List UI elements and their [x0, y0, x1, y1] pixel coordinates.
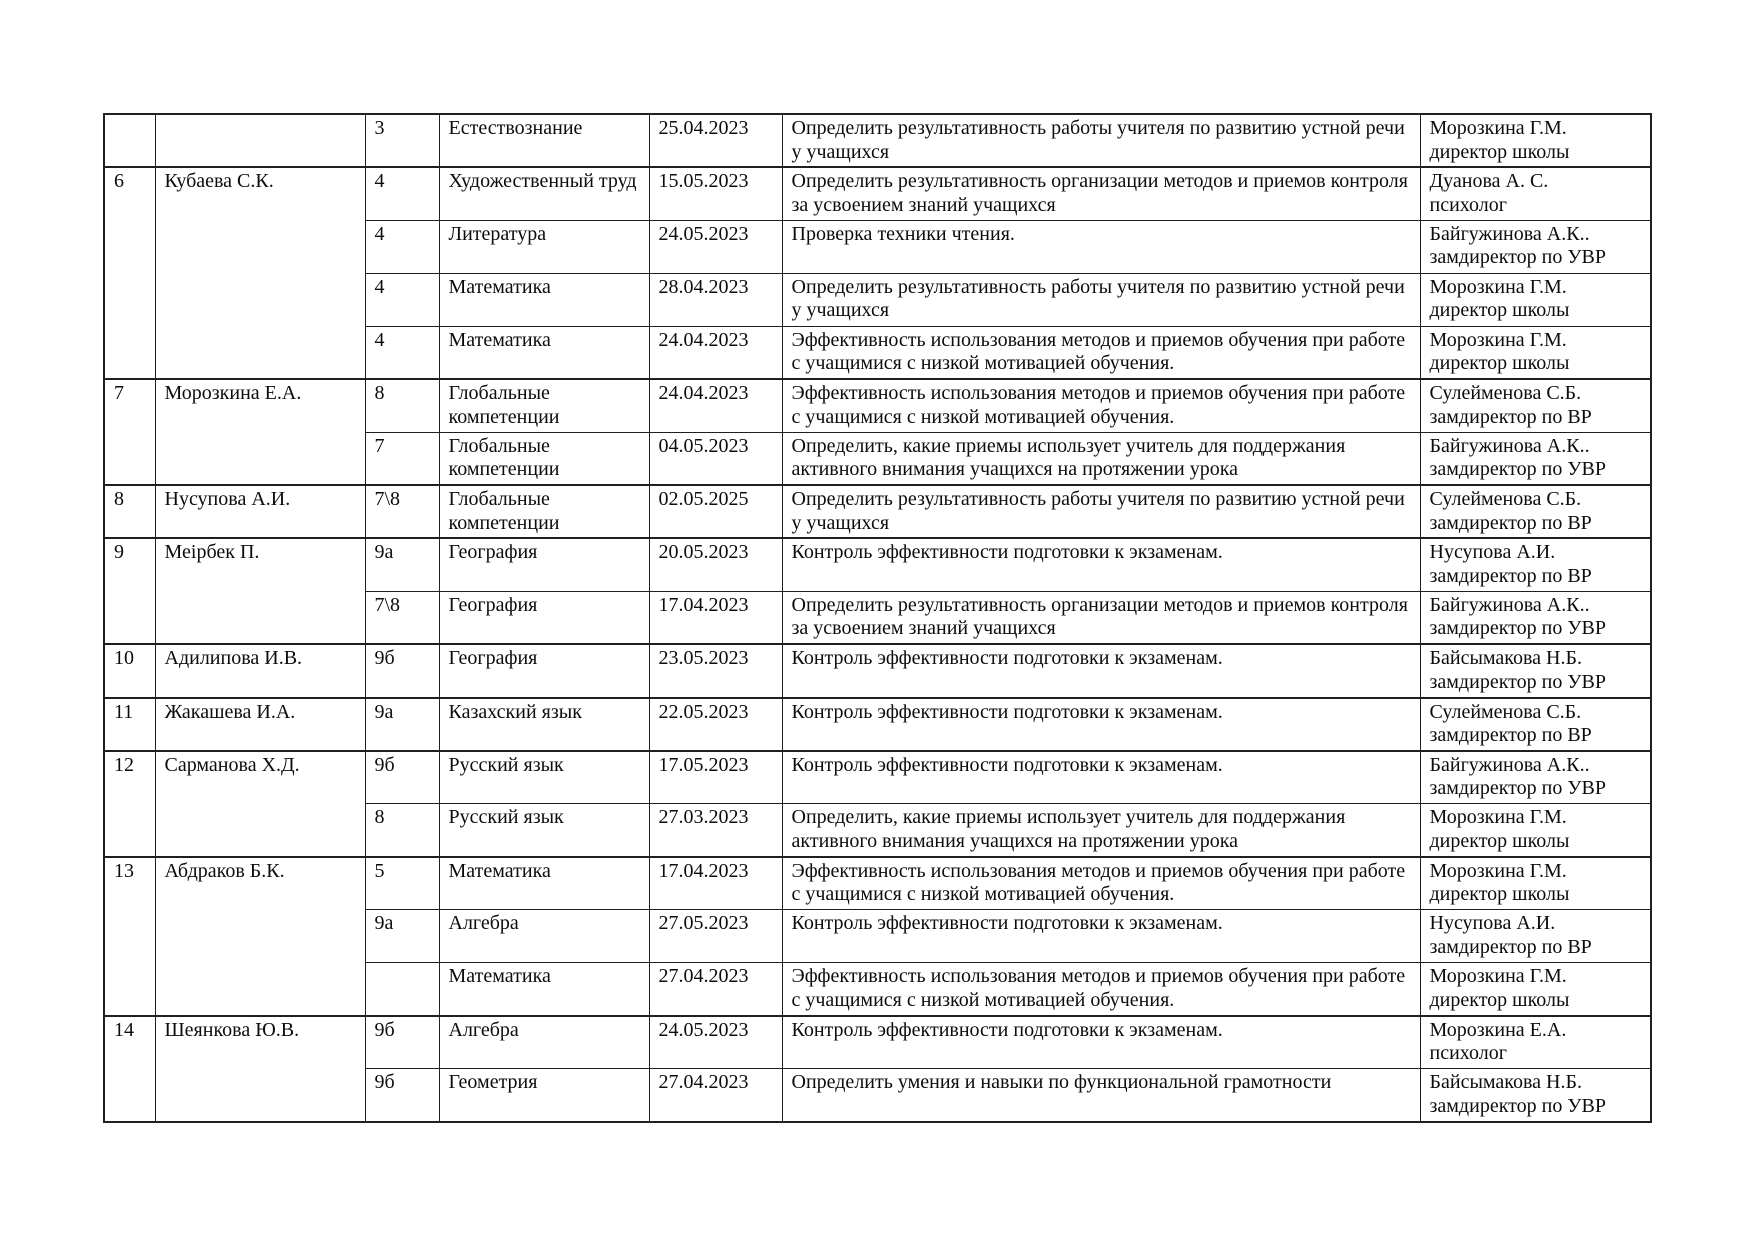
- teacher-name-cell: Жакашева И.А.: [155, 698, 365, 751]
- table-row: [104, 114, 1651, 167]
- date-cell: 25.04.2023: [649, 114, 782, 167]
- supervisor-cell: [1420, 432, 1651, 485]
- purpose-cell: Определить результативность работы учителя по развитию устной речи у учащихся: [782, 273, 1420, 326]
- supervisor-cell: [1420, 220, 1651, 273]
- purpose-cell: Определить результативность работы учителя по развитию устной речи у учащихся: [782, 114, 1420, 167]
- date-cell: 27.03.2023: [649, 804, 782, 857]
- purpose-cell: Контроль эффективности подготовки к экзаменам.: [782, 644, 1420, 697]
- subject-cell: География: [439, 538, 649, 591]
- purpose-cell: Определить результативность организации методов и приемов контроля за усвоением знаний учащихся: [782, 167, 1420, 220]
- supervisor-name: Дуанова А. С.: [1429, 170, 1549, 193]
- supervisor-position: замдиректор по ВР: [1429, 724, 1592, 747]
- supervisor-name: Морозкина Г.М.: [1429, 965, 1567, 988]
- purpose-cell: Контроль эффективности подготовки к экзаменам.: [782, 698, 1420, 751]
- date-cell: 20.05.2023: [649, 538, 782, 591]
- purpose-cell: Контроль эффективности подготовки к экзаменам.: [782, 910, 1420, 963]
- class-cell: 7: [365, 432, 439, 485]
- purpose-cell: Определить, какие приемы использует учитель для поддержания активного внимания учащихся на протяжении урока: [782, 804, 1420, 857]
- class-cell: 7\8: [365, 485, 439, 538]
- supervisor-cell: [1420, 273, 1651, 326]
- subject-cell: Глобальные компетенции: [439, 485, 649, 538]
- date-cell: 02.05.2025: [649, 485, 782, 538]
- supervisor-name: Байгужинова А.К..: [1429, 434, 1590, 457]
- supervisor-cell: [1420, 698, 1651, 751]
- purpose-cell: Определить результативность работы учителя по развитию устной речи у учащихся: [782, 485, 1420, 538]
- subject-cell: География: [439, 591, 649, 644]
- subject-cell: Математика: [439, 857, 649, 910]
- purpose-cell: Эффективность использования методов и приемов обучения при работе с учащимися с низкой мотивацией обучения.: [782, 326, 1420, 379]
- class-cell: 9а: [365, 698, 439, 751]
- subject-cell: Глобальные компетенции: [439, 432, 649, 485]
- supervisor-position: психолог: [1429, 1042, 1507, 1065]
- teacher-name-cell: Адилипова И.В.: [155, 644, 365, 697]
- date-cell: 24.04.2023: [649, 326, 782, 379]
- date-cell: 15.05.2023: [649, 167, 782, 220]
- table-row: [104, 698, 1651, 751]
- teacher-name-cell: Меірбек П.: [155, 538, 365, 644]
- supervisor-name: Сулейменова С.Б.: [1429, 382, 1582, 405]
- subject-cell: Математика: [439, 963, 649, 1016]
- subject-cell: Алгебра: [439, 1016, 649, 1069]
- class-cell: 9б: [365, 644, 439, 697]
- class-cell: 4: [365, 167, 439, 220]
- row-number-cell: 12: [104, 751, 155, 857]
- supervisor-cell: [1420, 910, 1651, 963]
- supervisor-name: Байсымакова Н.Б.: [1429, 647, 1582, 670]
- supervisor-cell: [1420, 167, 1651, 220]
- supervisor-position: замдиректор по УВР: [1429, 458, 1606, 481]
- class-cell: 9а: [365, 538, 439, 591]
- date-cell: 22.05.2023: [649, 698, 782, 751]
- supervisor-cell: [1420, 114, 1651, 167]
- supervisor-position: директор школы: [1429, 299, 1570, 322]
- supervisor-cell: [1420, 963, 1651, 1016]
- date-cell: 17.05.2023: [649, 751, 782, 804]
- supervisor-name: Морозкина Г.М.: [1429, 328, 1567, 351]
- supervisor-name: Морозкина Г.М.: [1429, 859, 1567, 882]
- purpose-cell: Определить умения и навыки по функциональной грамотности: [782, 1069, 1420, 1122]
- supervisor-name: Морозкина Г.М.: [1429, 275, 1567, 298]
- supervisor-name: Нусупова А.И.: [1429, 912, 1556, 935]
- supervisor-cell: [1420, 538, 1651, 591]
- class-cell: 9а: [365, 910, 439, 963]
- supervisor-name: Байсымакова Н.Б.: [1429, 1071, 1582, 1094]
- row-number-cell: 9: [104, 538, 155, 644]
- row-number-cell: 11: [104, 698, 155, 751]
- purpose-cell: Определить результативность организации методов и приемов контроля за усвоением знаний учащихся: [782, 591, 1420, 644]
- supervisor-position: директор школы: [1429, 140, 1570, 163]
- date-cell: 24.04.2023: [649, 379, 782, 432]
- supervisor-cell: [1420, 644, 1651, 697]
- supervisor-position: замдиректор по ВР: [1429, 935, 1592, 958]
- date-cell: 24.05.2023: [649, 1016, 782, 1069]
- row-number-cell: 7: [104, 379, 155, 485]
- table-row: [104, 1016, 1651, 1069]
- supervisor-name: Байгужинова А.К..: [1429, 222, 1590, 245]
- purpose-cell: Эффективность использования методов и приемов обучения при работе с учащимися с низкой мотивацией обучения.: [782, 857, 1420, 910]
- supervisor-name: Морозкина Г.М.: [1429, 117, 1567, 139]
- class-cell: 9б: [365, 751, 439, 804]
- supervisor-position: замдиректор по ВР: [1429, 564, 1592, 587]
- row-number-cell: 10: [104, 644, 155, 697]
- supervisor-position: замдиректор по УВР: [1429, 777, 1606, 800]
- table-body: [104, 114, 1651, 1122]
- table-row: [104, 167, 1651, 220]
- subject-cell: География: [439, 644, 649, 697]
- supervisor-name: Нусупова А.И.: [1429, 541, 1556, 564]
- purpose-cell: Контроль эффективности подготовки к экзаменам.: [782, 1016, 1420, 1069]
- class-cell: 8: [365, 804, 439, 857]
- supervisor-name: Сулейменова С.Б.: [1429, 700, 1582, 723]
- subject-cell: Математика: [439, 326, 649, 379]
- date-cell: 27.04.2023: [649, 1069, 782, 1122]
- teacher-name-cell: Морозкина Е.А.: [155, 379, 365, 485]
- supervisor-cell: [1420, 1016, 1651, 1069]
- date-cell: 27.05.2023: [649, 910, 782, 963]
- subject-cell: Литература: [439, 220, 649, 273]
- date-cell: 23.05.2023: [649, 644, 782, 697]
- class-cell: 8: [365, 379, 439, 432]
- supervisor-cell: [1420, 804, 1651, 857]
- class-cell: 4: [365, 220, 439, 273]
- row-number-cell: 6: [104, 167, 155, 379]
- table-row: [104, 751, 1651, 804]
- supervisor-name: Сулейменова С.Б.: [1429, 488, 1582, 511]
- purpose-cell: Контроль эффективности подготовки к экзаменам.: [782, 751, 1420, 804]
- table-row: [104, 644, 1651, 697]
- supervisor-cell: [1420, 857, 1651, 910]
- subject-cell: Казахский язык: [439, 698, 649, 751]
- table-row: [104, 485, 1651, 538]
- purpose-cell: Контроль эффективности подготовки к экзаменам.: [782, 538, 1420, 591]
- supervisor-position: психолог: [1429, 193, 1507, 216]
- subject-cell: Математика: [439, 273, 649, 326]
- table-row: [104, 857, 1651, 910]
- subject-cell: Алгебра: [439, 910, 649, 963]
- supervisor-position: замдиректор по УВР: [1429, 246, 1606, 269]
- date-cell: 24.05.2023: [649, 220, 782, 273]
- supervisor-position: замдиректор по УВР: [1429, 670, 1606, 693]
- supervisor-position: замдиректор по ВР: [1429, 511, 1592, 534]
- subject-cell: Русский язык: [439, 751, 649, 804]
- supervisor-name: Морозкина Е.А.: [1429, 1018, 1567, 1041]
- class-cell: 4: [365, 326, 439, 379]
- supervisor-position: замдиректор по УВР: [1429, 617, 1606, 640]
- purpose-cell: Проверка техники чтения.: [782, 220, 1420, 273]
- supervisor-cell: [1420, 379, 1651, 432]
- class-cell: 7\8: [365, 591, 439, 644]
- teacher-name-cell: Кубаева С.К.: [155, 167, 365, 379]
- class-cell: 9б: [365, 1069, 439, 1122]
- row-number-cell: [104, 114, 155, 167]
- purpose-cell: Определить, какие приемы использует учитель для поддержания активного внимания учащихся на протяжении урока: [782, 432, 1420, 485]
- teacher-name-cell: [155, 114, 365, 167]
- teacher-name-cell: Шеянкова Ю.В.: [155, 1016, 365, 1122]
- subject-cell: Русский язык: [439, 804, 649, 857]
- supervisor-name: Байгужинова А.К..: [1429, 593, 1590, 616]
- supervisor-cell: [1420, 591, 1651, 644]
- supervisor-position: директор школы: [1429, 352, 1570, 375]
- class-cell: 5: [365, 857, 439, 910]
- teacher-name-cell: Сарманова Х.Д.: [155, 751, 365, 857]
- supervisor-cell: [1420, 1069, 1651, 1122]
- class-cell: 9б: [365, 1016, 439, 1069]
- class-cell: [365, 963, 439, 1016]
- supervisor-position: директор школы: [1429, 988, 1570, 1011]
- row-number-cell: 13: [104, 857, 155, 1016]
- date-cell: 27.04.2023: [649, 963, 782, 1016]
- supervisor-position: замдиректор по УВР: [1429, 1094, 1606, 1117]
- supervisor-name: Байгужинова А.К..: [1429, 753, 1590, 776]
- class-cell: 3: [365, 114, 439, 167]
- supervisor-position: замдиректор по ВР: [1429, 405, 1592, 428]
- teacher-name-cell: Абдраков Б.К.: [155, 857, 365, 1016]
- date-cell: 04.05.2023: [649, 432, 782, 485]
- purpose-cell: Эффективность использования методов и приемов обучения при работе с учащимися с низкой мотивацией обучения.: [782, 963, 1420, 1016]
- supervisor-cell: [1420, 751, 1651, 804]
- subject-cell: Геометрия: [439, 1069, 649, 1122]
- date-cell: 17.04.2023: [649, 857, 782, 910]
- subject-cell: Глобальные компетенции: [439, 379, 649, 432]
- supervisor-position: директор школы: [1429, 883, 1570, 906]
- subject-cell: Естествознание: [439, 114, 649, 167]
- purpose-cell: Эффективность использования методов и приемов обучения при работе с учащимися с низкой мотивацией обучения.: [782, 379, 1420, 432]
- supervisor-cell: [1420, 326, 1651, 379]
- supervisor-name: Морозкина Г.М.: [1429, 806, 1567, 829]
- table-row: [104, 538, 1651, 591]
- supervisor-position: директор школы: [1429, 829, 1570, 852]
- row-number-cell: 8: [104, 485, 155, 538]
- supervisor-cell: [1420, 485, 1651, 538]
- supervision-schedule-table: [103, 113, 1652, 1123]
- date-cell: 17.04.2023: [649, 591, 782, 644]
- class-cell: 4: [365, 273, 439, 326]
- row-number-cell: 14: [104, 1016, 155, 1122]
- date-cell: 28.04.2023: [649, 273, 782, 326]
- teacher-name-cell: Нусупова А.И.: [155, 485, 365, 538]
- table-row: [104, 379, 1651, 432]
- subject-cell: Художественный труд: [439, 167, 649, 220]
